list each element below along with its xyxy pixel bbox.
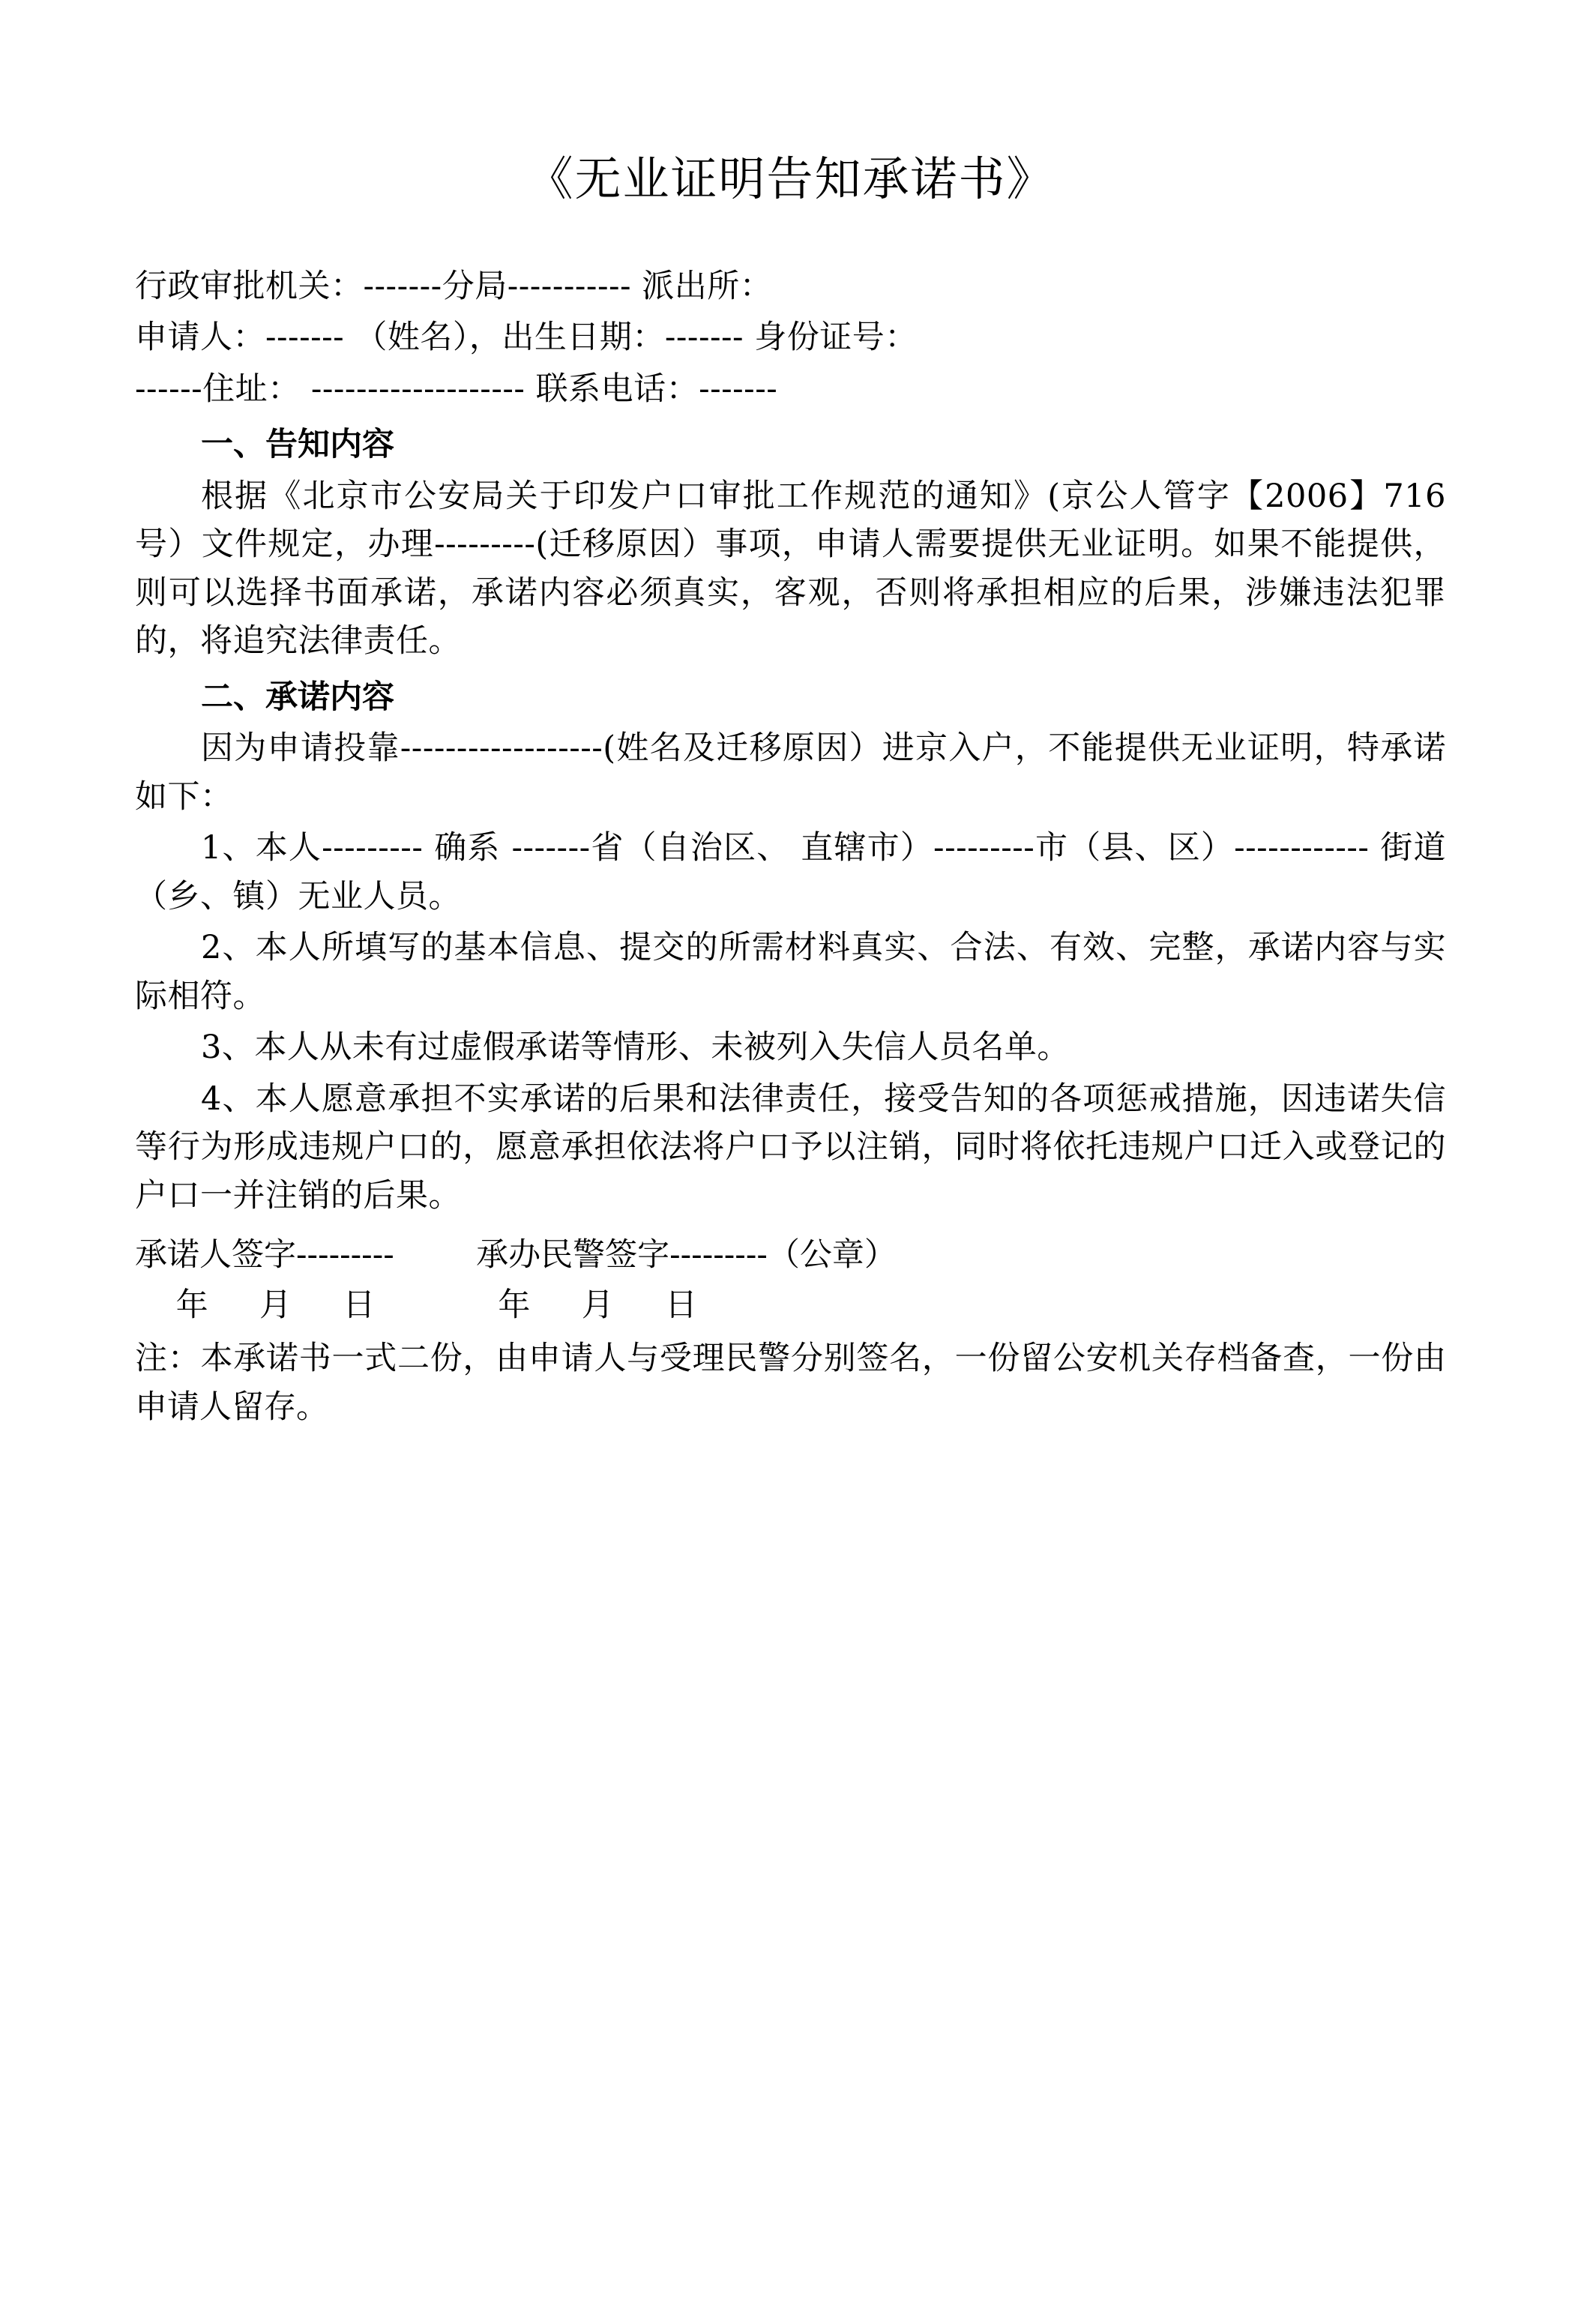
header-fields <box>135 262 1446 414</box>
footer-note: 注：本承诺书一式二份，由申请人与受理民警分别签名，一份留公安机关存档备查，一份由申请人留存。 <box>135 1340 1446 1426</box>
applicant-info-line: 申请人：------- （姓名），出生日期：------- 身份证号： <box>135 319 918 356</box>
approval-authority-line: 行政审批机关：-------分局----------- 派出所： <box>135 267 773 305</box>
commitment-item-1: 1、本人--------- 确系 -------省（自治区、 直辖市）---------市（县、区）------------ 街道（乡、镇）无业人员。 <box>135 829 1446 915</box>
commitment-item-2: 2、本人所填写的基本信息、提交的所需材料真实、合法、有效、完整，承诺内容与实际相符。 <box>135 929 1446 1015</box>
section-notice-heading: 一、告知内容 <box>201 426 394 463</box>
signature-area <box>135 1230 1446 1330</box>
section-notice <box>135 421 1446 666</box>
page-title: 《无业证明告知承诺书》 <box>526 151 1055 206</box>
commitment-intro: 因为申请投靠------------------(姓名及迁移原因）进京入户，不能提供无业证明，特承诺如下： <box>135 729 1446 816</box>
address-contact-line: ------住址： ------------------- 联系电话：------- <box>135 370 778 408</box>
section-commitment-heading: 二、承诺内容 <box>201 678 394 716</box>
section-notice-paragraph: 根据《北京市公安局关于印发户口审批工作规范的通知》(京公人管字【2006】716 号）文件规定，办理---------(迁移原因）事项，申请人需要提供无业证明。如果不能提供，则可以选择书面承诺，承诺内容必须真实，客观，否则将承担相应的后果，涉嫌违法犯罪的，将追究法律责任。 <box>135 477 1446 660</box>
signature-line: 承诺人签字--------- 承办民警签字---------（公章） <box>135 1236 897 1274</box>
commitment-item-3: 3、本人从未有过虚假承诺等情形、未被列入失信人员名单。 <box>201 1029 1070 1066</box>
commitment-item-4: 4、本人愿意承担不实承诺的后果和法律责任，接受告知的各项惩戒措施，因违诺失信等行为形成违规户口的，愿意承担依法将户口予以注销，同时将依托违规户口迁入或登记的户口一并注销的后果。 <box>135 1080 1446 1214</box>
section-commitment <box>135 673 1446 1220</box>
signature-date-line: 年 月 日 年 月 日 <box>135 1286 698 1324</box>
